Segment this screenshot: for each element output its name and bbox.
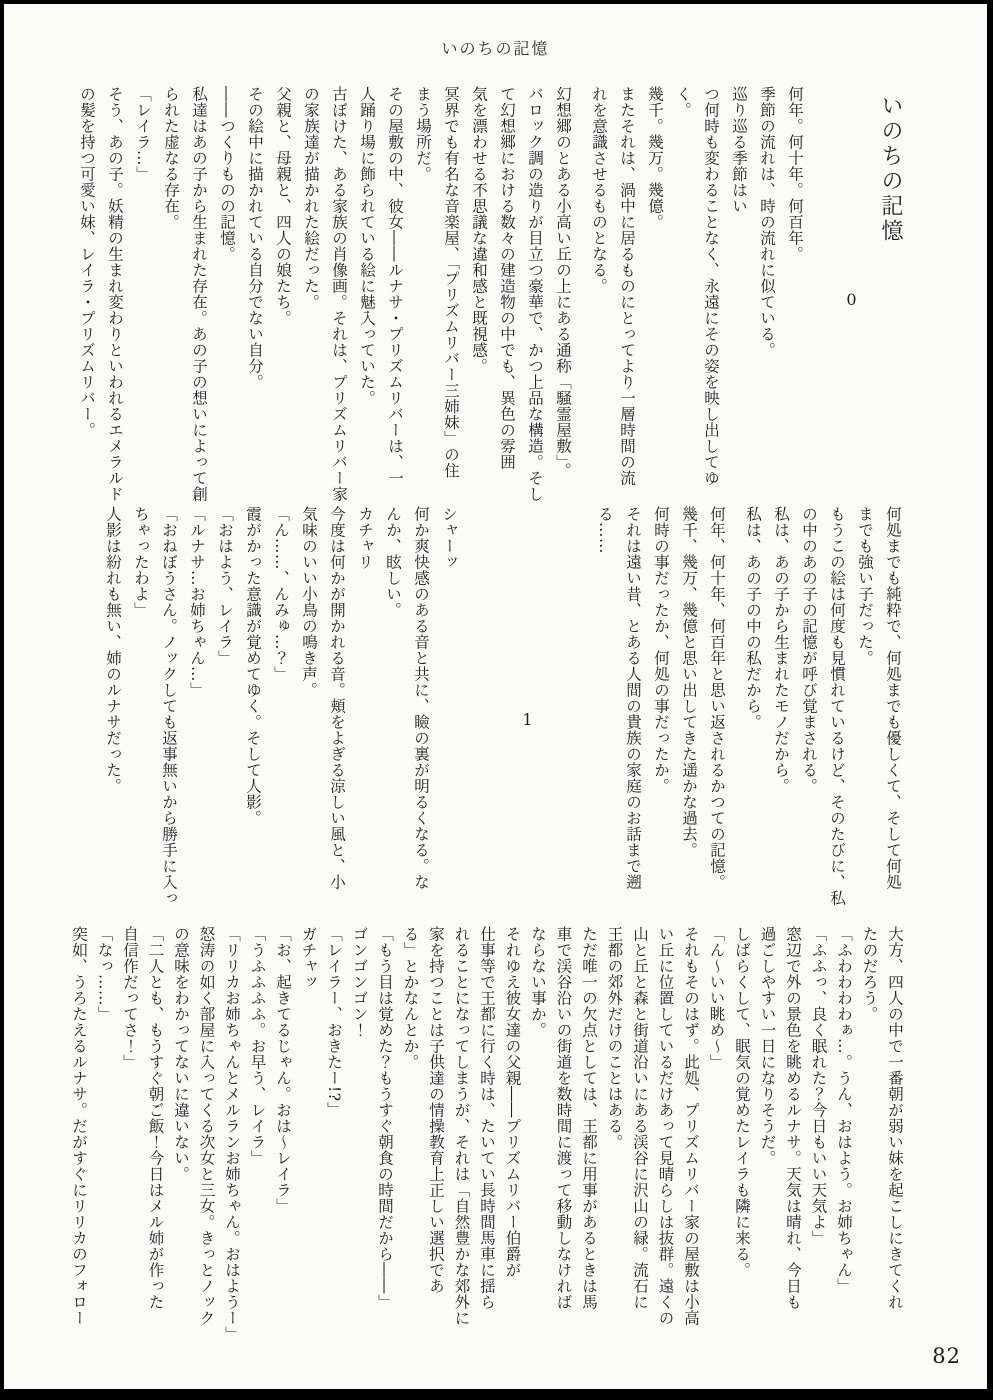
text-column: そう、あの子。妖精の生まれ変わりといわれるエメラルド (106, 86, 124, 502)
text-column: られた虚なる存在。 (162, 86, 180, 230)
text-column: 気を漂わせる不思議な違和感と既視感。 (470, 86, 488, 374)
text-column: 何か爽快感のある音と共に、瞼の裏が明るくなる。な (412, 506, 430, 890)
text-column: カチャリ (356, 506, 374, 570)
text-column: またそれは、渦中に居るものにとってより一層時間の流 (618, 86, 636, 486)
text-column: 「リリカお姉ちゃんとメルランお姉ちゃん。おはようー」 (223, 926, 241, 1342)
text-column: ――つくりものの記憶。 (218, 86, 236, 262)
text-column: 何時の事だったか、何処の事だったか。 (652, 506, 670, 794)
running-header: いのちの記憶 (441, 39, 550, 58)
text-column: シャーッ (440, 506, 458, 570)
text-column: れを意識させるものとなる。 (590, 86, 608, 294)
text-column: 人影は紛れも無い、姉のルナサだった。 (104, 506, 122, 794)
text-column: 自信作だってさ！」 (121, 926, 139, 1070)
text-column: 私は、あの子の中の私だから。 (744, 506, 762, 730)
text-column: の髪を持つ可愛い妹、レイラ・プリズムリバー。 (78, 86, 96, 438)
text-column: ならない事か。 (529, 926, 547, 1038)
text-band-middle (99, 506, 907, 934)
text-column: 人踊り場に飾られている絵に魅入っていた。 (358, 86, 376, 406)
text-column: 幾千。幾万。幾億。 (646, 86, 664, 230)
text-band-bottom (66, 926, 908, 1358)
text-column: 「お、起きてるじゃん。おは〜レイラ」 (274, 926, 292, 1214)
text-column: 何年。何十年。何百年。 (786, 86, 804, 262)
text-column: もうこの絵は何度も見慣れているけど、そのたびに、私 (828, 506, 846, 906)
text-column: る…… (596, 506, 614, 554)
text-column: 怒涛の如く部屋に入ってくる次女と三女。きっとノック (197, 926, 216, 1326)
text-column: ゴンゴンゴン！ (350, 926, 369, 1038)
text-column: 何年、何十年、何百年と思い返されるかつての記憶。 (708, 506, 726, 890)
text-column: の中のあの子の記憶が呼び覚まされる。 (800, 506, 818, 794)
text-column: 山と丘と森と街道沿いにある渓谷に沢山の緑。流石に (631, 926, 649, 1310)
text-column: 「おねぼうさん。ノックしても返事無いから勝手に入っ (160, 506, 178, 906)
section-number: 0 (842, 290, 861, 310)
text-column: れることになってしまうが、それは「自然豊かな郊外に (452, 926, 471, 1326)
text-column: 「うふふふふ。お早う、レイラ」 (248, 926, 267, 1166)
text-column: 気味のいい小鳥の鳴き声。 (300, 506, 318, 698)
text-column: 「もう目は覚めた？もうすぐ朝食の時間だから――」 (376, 926, 394, 1310)
text-band-top (73, 86, 907, 514)
text-column: 幻想郷のとある小高い丘の上にある通称「騒霊屋敷」。 (554, 86, 572, 479)
text-column: それもそのはず。此処、プリズムリバー家の屋敷は小高 (682, 926, 700, 1326)
text-column: その屋敷の中、彼女――ルナサ・プリズムリバーは、一 (386, 86, 404, 486)
text-column: 「ふふっ、良く眠れた？今日もいい天気よ」 (809, 926, 828, 1246)
text-column: 幾千、幾万、幾億と思い出してきた遥かな過去。 (680, 506, 698, 858)
text-column: ガチャッ (299, 926, 318, 990)
text-column: 「ん……、んみゅ…？」 (272, 506, 290, 682)
text-column: 巡り巡る季節はい (730, 86, 748, 214)
text-column: んか、眩しい。 (384, 506, 402, 618)
text-column: 過ごしやすい一日になりそうだ。 (758, 926, 777, 1166)
text-column: 古ぼけた、ある家族の肖像画。それは、プリズムリバー家 (330, 86, 348, 502)
text-column: バロック調の造りが目立つ豪華で、かつ上品な構造。そし (526, 86, 544, 502)
text-column: つ何時も変わることなく、永遠にその姿を映し出してゆ (702, 86, 720, 486)
text-column: その絵中に描かれている自分でない自分。 (246, 86, 264, 390)
text-column: 冥界でも有名な音楽屋、「プリズムリバー三姉妹」の住 (442, 86, 460, 479)
text-column: それは遠い昔、とある人間の貴族の家庭のお話まで遡 (624, 506, 642, 890)
text-column: の意味をわかってないに違いない。 (172, 926, 190, 1182)
text-column: たのだろう。 (860, 926, 879, 1022)
text-column: 今度は何かが開かれる音。頬をよぎる涼しい風と、小 (328, 506, 346, 890)
text-column: 突如、うろたえるルナサ。だがすぐにリリカのフォロー (70, 926, 88, 1326)
text-column: 仕事等で王都に行く時は、たいてい長時間馬車に揺ら (478, 926, 496, 1310)
text-column: 「おはよう、レイラ」 (216, 506, 234, 666)
text-column: まう場所だ。 (414, 86, 432, 182)
text-column: 「ルナサ…お姉ちゃん…」 (188, 506, 206, 698)
text-column: の家族達が描かれた絵だった。 (302, 86, 320, 310)
text-column: までも強い子だった。 (856, 506, 874, 666)
text-column: それゆえ彼女達の父親――プリズムリバー伯爵が (503, 926, 522, 1278)
text-column: 「ふわわわわぁ…。うん、おはよう。お姉ちゃん」 (835, 926, 853, 1294)
text-column: く。 (674, 86, 692, 118)
text-column: 大方、四人の中で一番朝が弱い妹を起こしにきてくれ (886, 926, 904, 1310)
text-column: ちゃったわよ」 (132, 506, 150, 618)
text-column: 「レイラー、おきたー!?」 (325, 926, 343, 1118)
text-column: て幻想郷における数々の建造物の中でも、異色の雰囲 (498, 86, 516, 470)
text-column: しばらくして、眠気の覚めたレイラも隣に来る。 (733, 926, 751, 1278)
text-column: 「レイラ…」 (134, 86, 152, 182)
text-column: 「二人とも、もうすぐ朝ご飯！今日はメル姉が作った (146, 926, 165, 1310)
text-column: 霞がかった意識が覚めてゆく。そして人影。 (244, 506, 262, 826)
text-column: 家を持つことは子供達の情操教育上正しい選択であ (427, 926, 445, 1294)
text-column: い丘に位置しているだけあって見晴らしは抜群。遠くの (656, 926, 675, 1326)
text-column: 私は、あの子から生まれたモノだから。 (772, 506, 790, 794)
text-column: 何処までも純粋で、何処までも優しくて、そして何処 (884, 506, 902, 890)
text-column: 季節の流れは、時の流れに似ている。 (758, 86, 776, 358)
text-column: る」とかなんとか。 (401, 926, 420, 1070)
text-column: 車で渓谷沿いの街道を数時間に渡って移動しなければ (554, 926, 573, 1310)
text-column: 「ん〜いい眺め〜」 (707, 926, 726, 1070)
text-column: 私達はあの子から生まれた存在。あの子の想いによって創 (190, 86, 208, 502)
section-number: 1 (518, 710, 537, 730)
text-column: ただ唯一の欠点としては、王都に用事があるときは馬 (580, 926, 598, 1310)
story-title: いのちの記憶 (878, 94, 903, 244)
text-column: 窓辺で外の景色を眺めるルナサ。天気は晴れ、今日も (784, 926, 802, 1310)
page-number: 82 (932, 1344, 961, 1368)
text-column: 父親と、母親と、四人の娘たち。 (274, 86, 292, 326)
text-column: 王都の郊外だけのことはある。 (605, 926, 624, 1150)
text-column: 「なっ……」 (95, 926, 114, 1022)
